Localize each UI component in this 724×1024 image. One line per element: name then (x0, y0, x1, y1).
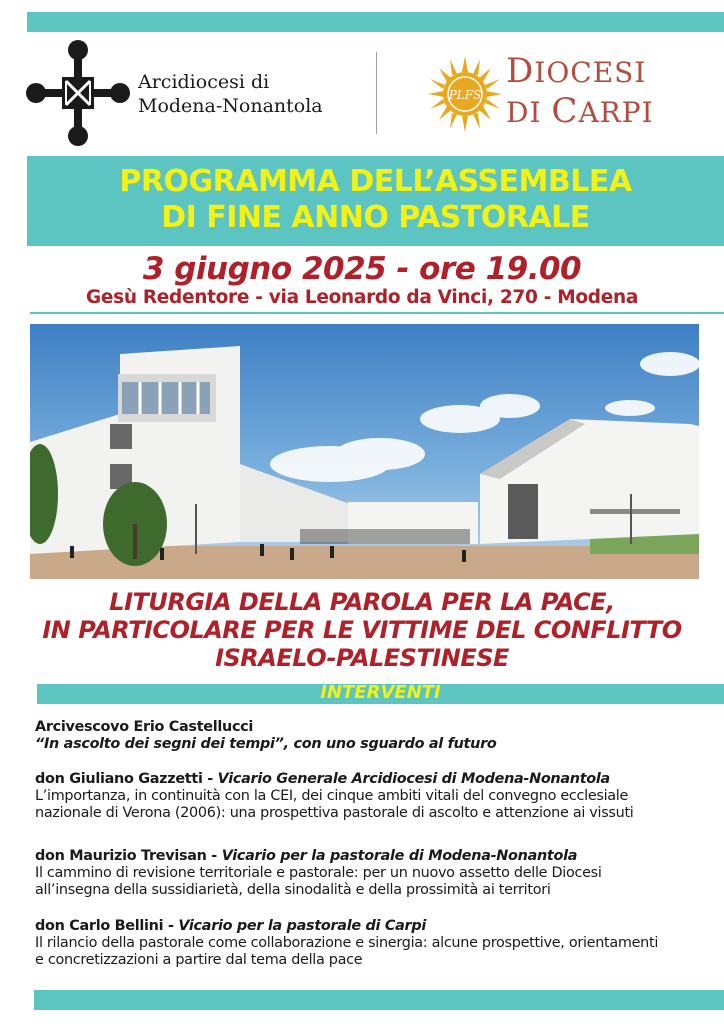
speaker-description-line1: Il rilancio della pastorale come collaborazione e sinergia: alcune prospettive, orientamenti (35, 935, 659, 951)
speaker-role: Vicario per la pastorale di Carpi (178, 918, 426, 934)
speaker-name: don Carlo Bellini (35, 918, 164, 934)
speaker-description-line2: nazionale di Verona (2006): una prospettiva pastorale di ascolto e attenzione ai vissuti (35, 805, 634, 821)
title-line1: PROGRAMMA DELL’ASSEMBLEA (119, 164, 632, 199)
top-band (27, 12, 724, 32)
bottom-band (34, 990, 724, 1010)
archdiocese-name-line1: Arcidiocesi di (138, 71, 270, 93)
church-photo (30, 324, 699, 579)
liturgy-line2: IN PARTICOLARE PER LE VITTIME DEL CONFLITTO (42, 616, 682, 644)
carpi-sun-seal-logo (428, 54, 502, 134)
speaker-description-line1: L’importanza, in continuità con la CEI, dei cinque ambiti vitali del convegno ecclesiale (35, 788, 629, 804)
seal-monogram: PLFS (448, 88, 482, 102)
speaker-role: Vicario per la pastorale di Modena-Nonantola (221, 848, 578, 864)
interventi-heading: INTERVENTI (320, 682, 441, 703)
speaker-description-line2: all’insegna della sussidiarietà, della sinodalità e della prossimità ai territori (35, 882, 551, 898)
carpi-name-line2: DI CARPI (506, 91, 654, 131)
liturgy-line1: LITURGIA DELLA PAROLA PER LA PACE, (109, 588, 615, 616)
page-title (27, 164, 724, 236)
speaker-name: don Maurizio Trevisan (35, 848, 207, 864)
speaker-name: Arcivescovo Erio Castellucci (35, 719, 254, 735)
speaker-role: Vicario Generale Arcidiocesi di Modena-Nonantola (217, 771, 610, 787)
event-date: 3 giugno 2025 - ore 19.00 (142, 251, 582, 287)
archdiocese-cross-logo (26, 40, 130, 146)
speaker-topic: “In ascolto dei segni dei tempi”, con uno sguardo al futuro (35, 736, 497, 752)
speaker-block: don Giuliano Gazzetti - Vicario Generale Arcidiocesi di Modena-Nonantola L’importanza, in continuità con la CEI, dei cinque ambiti vitali del convegno ecclesiale nazionale di Verona (2006): una prospettiva pastorale di ascolto e attenzione ai vissuti (35, 771, 720, 822)
event-place: Gesù Redentore - via Leonardo da Vinci, 270 - Modena (85, 287, 639, 308)
speaker-block: don Carlo Bellini - Vicario per la pastorale di Carpi Il rilancio della pastorale come collaborazione e sinergia: alcune prospettive, orientamenti e concretizzazioni a partire dal tema della pace (35, 918, 720, 969)
carpi-name-line1: DIOCESI (506, 51, 647, 91)
divider (30, 312, 724, 314)
speaker-description-line1: Il cammino di revisione territoriale e pastorale: per un nuovo assetto delle Diocesi (35, 865, 602, 881)
archdiocese-name (138, 70, 323, 118)
speaker-block (35, 719, 720, 753)
speaker-name: don Giuliano Gazzetti (35, 771, 203, 787)
title-line2: DI FINE ANNO PASTORALE (161, 200, 590, 235)
speaker-block: don Maurizio Trevisan - Vicario per la pastorale di Modena-Nonantola Il cammino di revisione territoriale e pastorale: per un nuovo assetto delle Diocesi all’insegna della sussidiarietà, della sinodalità e della prossimità ai territori (35, 848, 720, 899)
speaker-description-line2: e concretizzazioni a partire dal tema della pace (35, 952, 363, 968)
logo-divider (376, 52, 377, 134)
liturgy-line3: ISRAELO-PALESTINESE (215, 644, 509, 672)
archdiocese-name-line2: Modena-Nonantola (138, 95, 323, 117)
carpi-name (506, 52, 654, 132)
liturgy-title (0, 588, 724, 672)
